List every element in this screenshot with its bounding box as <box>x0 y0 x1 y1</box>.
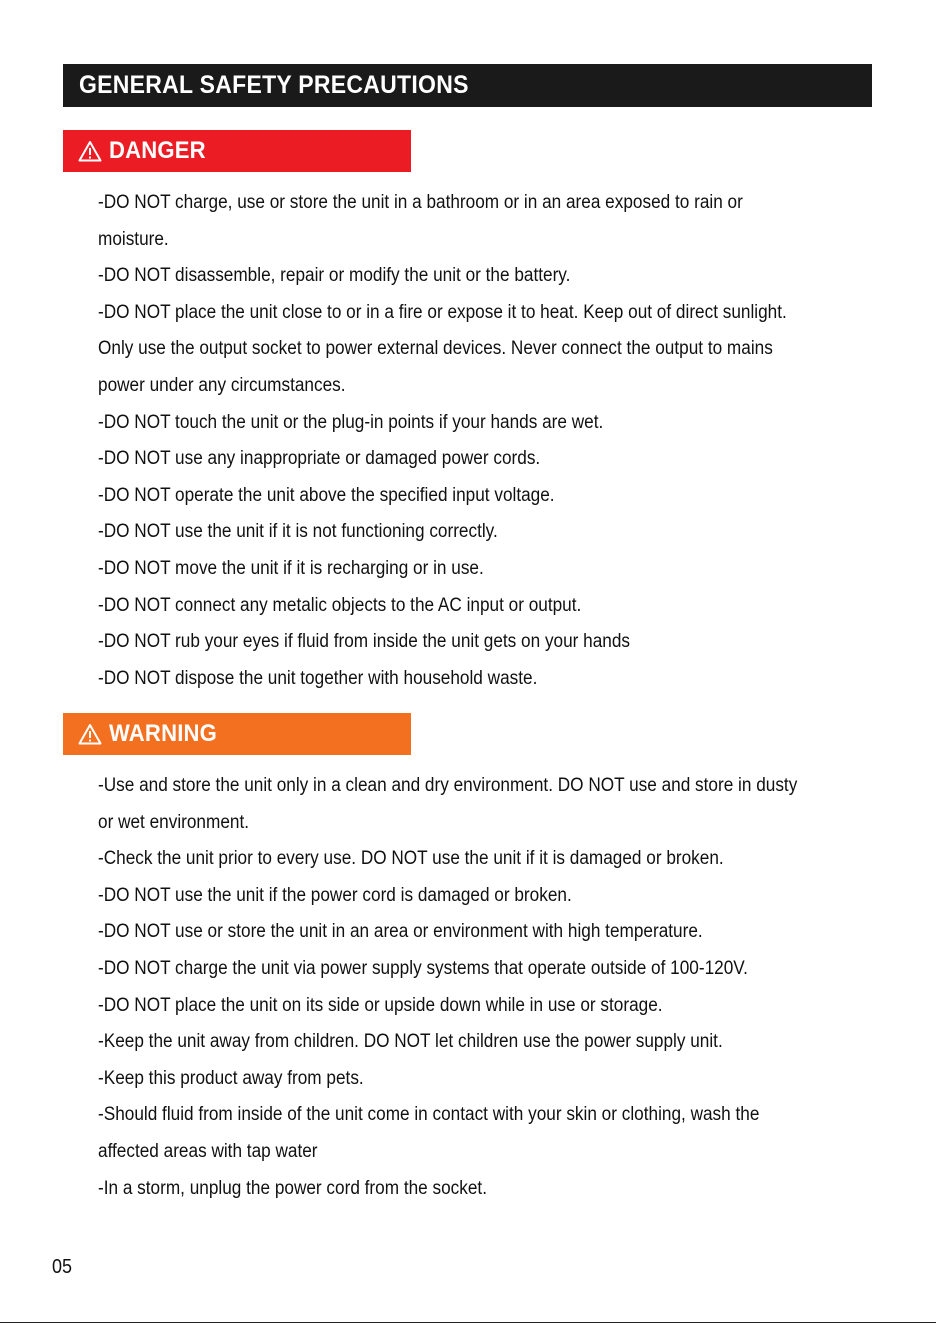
warning-list <box>98 768 898 1207</box>
warning-banner <box>63 713 411 755</box>
page-number: 05 <box>52 1256 73 1278</box>
list-item: -In a storm, unplug the power cord from the socket. <box>98 1177 487 1199</box>
warning-triangle-icon <box>78 723 102 745</box>
page-title-bar <box>63 64 872 107</box>
list-item: -Keep the unit away from children. DO NOT let children use the power supply unit. <box>98 1031 723 1053</box>
list-item: -DO NOT place the unit close to or in a fire or expose it to heat. Keep out of direct sunlight. <box>98 301 787 323</box>
list-item: affected areas with tap water <box>98 1140 318 1162</box>
list-item: -DO NOT use any inappropriate or damaged power cords. <box>98 448 541 470</box>
list-item: -DO NOT use the unit if the power cord is damaged or broken. <box>98 884 572 906</box>
list-item: power under any circumstances. <box>98 374 346 396</box>
list-item: -Use and store the unit only in a clean and dry environment. DO NOT use and store in dusty <box>98 775 798 796</box>
list-item: -DO NOT rub your eyes if fluid from inside the unit gets on your hands <box>98 631 631 653</box>
list-item: -DO NOT use or store the unit in an area or environment with high temperature. <box>98 921 703 943</box>
page-title: GENERAL SAFETY PRECAUTIONS <box>79 71 469 99</box>
list-item: -Keep this product away from pets. <box>98 1067 364 1089</box>
list-item: -DO NOT place the unit on its side or upside down while in use or storage. <box>98 994 663 1016</box>
danger-label: DANGER <box>109 137 206 164</box>
list-item: or wet environment. <box>98 811 250 833</box>
list-item: -DO NOT use the unit if it is not functioning correctly. <box>98 521 498 543</box>
list-item: Only use the output socket to power external devices. Never connect the output to mains <box>98 338 773 360</box>
list-item: -DO NOT touch the unit or the plug-in points if your hands are wet. <box>98 411 604 433</box>
list-item: -DO NOT move the unit if it is recharging or in use. <box>98 557 484 579</box>
list-item: -DO NOT operate the unit above the specified input voltage. <box>98 484 555 506</box>
danger-banner <box>63 130 411 172</box>
danger-list <box>98 185 898 697</box>
list-item: -DO NOT charge, use or store the unit in a bathroom or in an area exposed to rain or <box>98 192 743 213</box>
list-item: -DO NOT connect any metalic objects to the AC input or output. <box>98 594 582 616</box>
list-item: -DO NOT dispose the unit together with household waste. <box>98 667 538 689</box>
list-item: moisture. <box>98 228 169 250</box>
list-item: -DO NOT disassemble, repair or modify the unit or the battery. <box>98 265 571 287</box>
list-item: -Should fluid from inside of the unit come in contact with your skin or clothing, wash the <box>98 1104 760 1126</box>
list-item: -Check the unit prior to every use. DO NOT use the unit if it is damaged or broken. <box>98 848 724 870</box>
warning-triangle-icon <box>78 140 102 162</box>
warning-label: WARNING <box>109 720 218 747</box>
list-item: -DO NOT charge the unit via power supply systems that operate outside of 100-120V. <box>98 957 748 979</box>
page-bottom-rule <box>0 1322 936 1323</box>
